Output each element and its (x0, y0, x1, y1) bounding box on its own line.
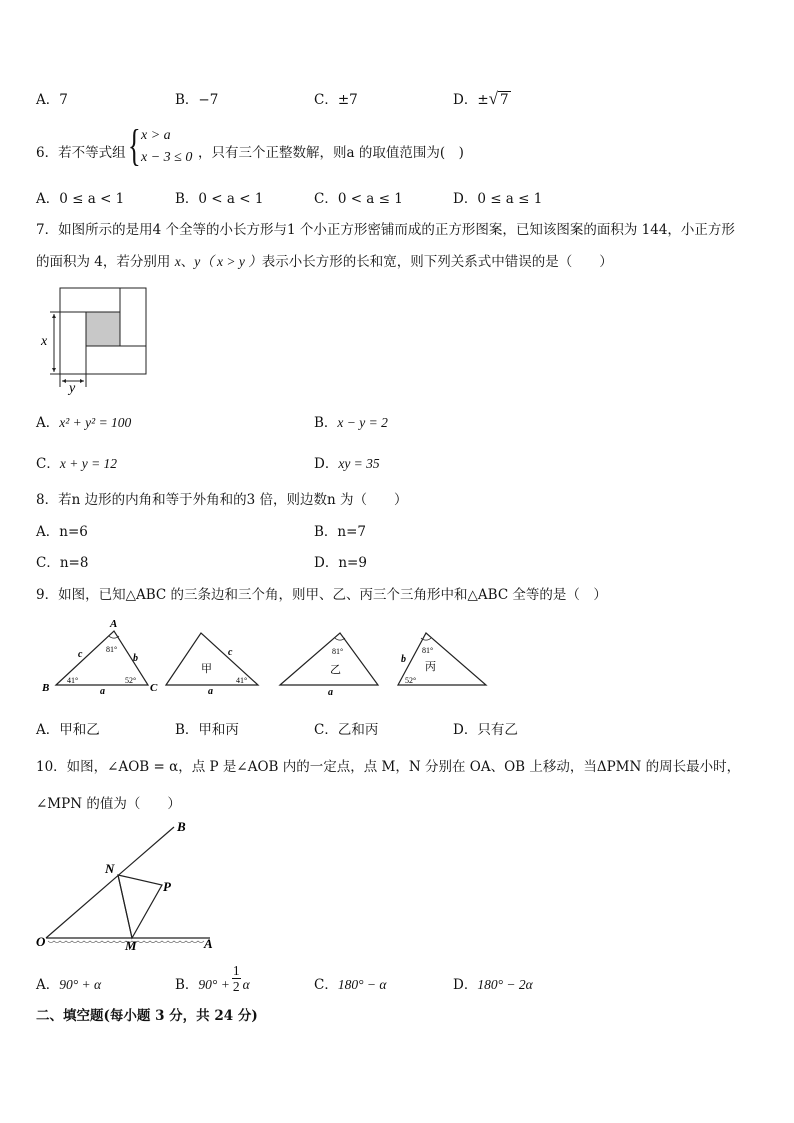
q7-option-b-label: B． (314, 415, 338, 431)
q7-option-a-expr: x² + y² = 100 (59, 415, 132, 430)
q5-option-c: C．±7 (314, 92, 358, 108)
brace-icon: { (128, 121, 141, 170)
q6-option-c: C．0 < a ≤ 1 (314, 191, 403, 207)
q7-stem-part: 的面积为 4，若分别用 (36, 254, 171, 270)
fraction-denominator: 2 (232, 979, 240, 994)
ray-OB (46, 827, 174, 938)
q10-option-b-post: α (242, 977, 250, 992)
label-jia-c: c (228, 647, 233, 658)
sqrt-icon: √ (488, 89, 498, 108)
q10-option-d-expr: 180° − 2α (477, 977, 533, 992)
q7-sep: 、 (180, 254, 195, 270)
angle-bing-81: 81° (422, 646, 434, 655)
label-bing: 丙 (425, 661, 436, 673)
q6-option-d: D．0 ≤ a ≤ 1 (453, 191, 543, 207)
q5-option-b: B．−7 (175, 92, 219, 108)
q6-ineq-1: x > a (141, 128, 171, 143)
q7-option-c-label: C． (36, 456, 60, 472)
q7-var-x: x (174, 254, 181, 269)
q9-option-b: B．甲和丙 (175, 722, 239, 738)
q9-figure (36, 615, 496, 700)
q7-option-a (36, 411, 131, 431)
q7-option-d-expr: xy = 35 (338, 456, 380, 471)
label-B: B (42, 682, 50, 694)
q10-option-a (36, 973, 101, 993)
q8-option-b: B．n=7 (314, 524, 367, 540)
q7-stem-line2 (36, 250, 613, 270)
fraction-half (232, 963, 241, 994)
q6-stem: ，只有三个正整数解，则a 的取值范围为( ) (198, 145, 464, 161)
angle-52: 52° (125, 676, 137, 685)
q7-option-b (314, 411, 388, 431)
q8-stem: 8．若n 边形的内角和等于外角和的3 倍，则边数n 为（ ） (36, 492, 408, 508)
angle-81: 81° (106, 645, 118, 654)
q10-option-c-label: C． (314, 977, 338, 993)
q9-option-c: C．乙和丙 (314, 722, 379, 738)
q10-option-a-label: A． (36, 977, 60, 993)
label-side-b: b (133, 653, 138, 664)
q10-option-d (453, 973, 533, 993)
q7-option-d (314, 452, 380, 472)
q7-option-b-expr: x − y = 2 (337, 415, 388, 430)
q5-option-d-prefix: D．± (453, 92, 489, 108)
q6-option-b: B．0 < a < 1 (175, 191, 264, 207)
label-jia: 甲 (201, 663, 212, 675)
label-P: P (163, 879, 171, 894)
q5-option-d (453, 88, 511, 109)
q5-option-d-radicand: 7 (499, 92, 509, 108)
label-O: O (36, 934, 46, 949)
angle-41: 41° (67, 676, 79, 685)
angle-yi-81: 81° (332, 647, 344, 656)
q10-option-b (175, 963, 250, 994)
label-side-a: a (100, 686, 105, 697)
label-jia-a: a (208, 686, 213, 697)
label-B: B (177, 819, 186, 834)
q5-option-a: A．7 (36, 92, 68, 108)
triangle-yi (280, 633, 378, 685)
q7-option-d-label: D． (314, 456, 339, 472)
q7-option-c-expr: x + y = 12 (59, 456, 118, 471)
label-yi: 乙 (330, 664, 341, 676)
q7-condition: （ x > y ） (200, 254, 262, 269)
q6-ineq-2: x − 3 ≤ 0 (141, 150, 193, 165)
fraction-numerator: 1 (232, 963, 240, 978)
label-bing-b: b (401, 654, 406, 665)
q8-option-c: C．n=8 (36, 555, 89, 571)
label-yi-a: a (328, 687, 333, 698)
q10-stem-line1: 10．如图，∠AOB = α，点 P 是∠AOB 内的一定点，点 M，N 分别在 OA、OB 上移动，当ΔPMN 的周长最小时， (36, 759, 741, 775)
label-C: C (150, 682, 158, 694)
q7-var-y: y (194, 254, 201, 269)
angle-jia-41: 41° (236, 676, 248, 685)
q6-number: 6．若不等式组 (36, 145, 126, 161)
q6-option-a: A．0 ≤ a < 1 (36, 191, 125, 207)
label-A: A (204, 936, 213, 951)
q10-option-a-expr: 90° + α (59, 977, 102, 992)
angle-bing-52: 52° (405, 676, 417, 685)
q7-option-a-label: A． (36, 415, 60, 431)
q8-option-a: A．n=6 (36, 524, 88, 540)
small-square (86, 312, 120, 346)
q7-figure (38, 283, 153, 395)
q10-option-c-expr: 180° − α (337, 977, 387, 992)
q9-stem: 9．如图，已知△ABC 的三条边和三个角，则甲、乙、丙三个三角形中和△ABC 全等的是（ ） (36, 587, 607, 603)
q10-option-c (314, 973, 386, 993)
label-M: M (125, 938, 137, 953)
q7-option-c (36, 452, 117, 472)
q9-option-a: A．甲和乙 (36, 722, 100, 738)
fig-label-x: x (41, 334, 48, 349)
label-N: N (105, 861, 115, 876)
q7-stem-part-2: 表示小长方形的长和宽，则下列关系式中错误的是（ ） (261, 254, 613, 270)
q10-option-b-label: B． (175, 977, 199, 993)
fig-label-y: y (69, 381, 76, 395)
q7-stem-line1: 7．如图所示的是用4 个全等的小长方形与1 个小正方形密铺而成的正方形图案，已知该图案的面积为 144，小正方形 (36, 222, 735, 238)
q10-option-d-label: D． (453, 977, 478, 993)
section-heading-fill-blank: 二、填空题(每小题 3 分，共 24 分) (36, 1008, 258, 1024)
q10-stem-line2: ∠MPN 的值为（ ） (36, 796, 181, 812)
q8-option-d: D．n=9 (314, 555, 367, 571)
q10-figure (34, 815, 234, 955)
q10-option-b-pre: 90° + (198, 977, 230, 992)
label-side-c: c (78, 649, 83, 660)
label-A: A (110, 618, 118, 630)
q9-option-d: D．只有乙 (453, 722, 518, 738)
